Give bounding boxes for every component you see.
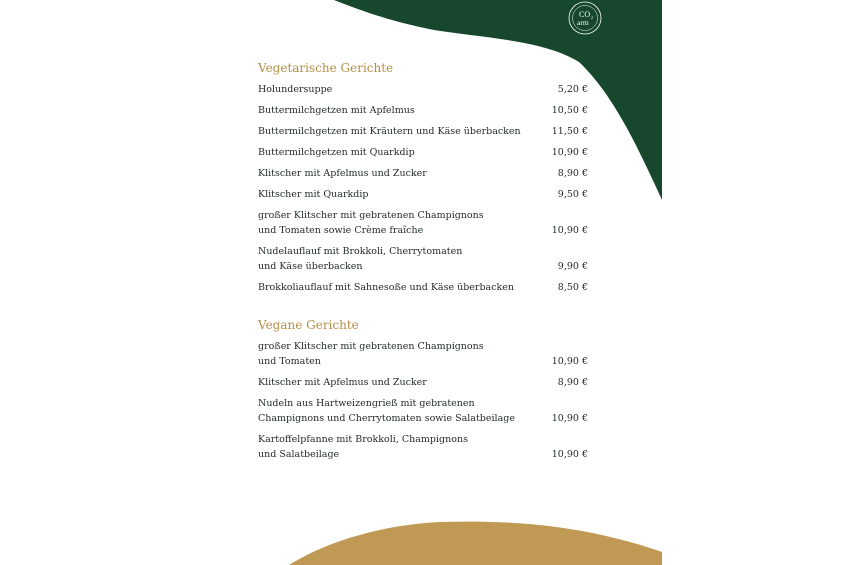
menu-item (258, 208, 588, 238)
menu-item (258, 280, 588, 295)
dish-name: Buttermilchgetzen mit Apfelmus (258, 105, 415, 116)
dish-name: Kartoffelpfanne mit Brokkoli, Champignons und Salatbeilage (258, 434, 468, 460)
menu-item (258, 103, 588, 118)
dish-price: 10,90 € (551, 225, 588, 236)
dish-name: Buttermilchgetzen mit Quarkdip (258, 147, 415, 158)
menu-item (258, 124, 588, 139)
dish-price: 8,90 € (557, 377, 588, 388)
menu-content (258, 60, 588, 468)
menu-page (184, 0, 662, 565)
menu-item (258, 375, 588, 390)
gold-wave-shape (289, 522, 662, 565)
dish-name: Klitscher mit Quarkdip (258, 189, 369, 200)
dish-price: 5,20 € (557, 84, 588, 95)
dish-price: 11,50 € (551, 126, 588, 137)
menu-item (258, 396, 588, 426)
dish-name: Nudeln aus Hartweizengrieß mit gebratenen Champignons und Cherrytomaten sowie Salatbeilage (258, 398, 515, 424)
menu-item (258, 145, 588, 160)
dish-price: 9,50 € (557, 189, 588, 200)
logo-text-sub: 2 (591, 15, 593, 20)
logo-text-co: CO (579, 10, 591, 19)
dish-price: 10,90 € (551, 413, 588, 424)
section-vegan (258, 317, 588, 462)
dish-price: 9,90 € (557, 261, 588, 272)
logo-text-arm: arm (577, 18, 589, 27)
dish-name: Brokkoliauflauf mit Sahnesoße und Käse überbacken (258, 282, 515, 293)
menu-item (258, 244, 588, 274)
dish-name: Nudelauflauf mit Brokkoli, Cherrytomaten und Käse überbacken (258, 246, 463, 272)
menu-item (258, 339, 588, 369)
section-spacer (258, 301, 588, 317)
dish-price: 10,90 € (551, 449, 588, 460)
dish-price: 8,50 € (557, 282, 588, 293)
dish-name: Klitscher mit Apfelmus und Zucker (258, 168, 427, 179)
dish-price: 10,90 € (551, 147, 588, 158)
menu-item (258, 187, 588, 202)
dish-name: Holundersuppe (258, 84, 333, 95)
section-title: Vegetarische Gerichte (258, 61, 394, 75)
dish-name: großer Klitscher mit gebratenen Champignons und Tomaten (258, 341, 484, 367)
dish-name: großer Klitscher mit gebratenen Champignons und Tomaten sowie Crème fraîche (258, 210, 484, 236)
dish-name: Buttermilchgetzen mit Kräutern und Käse überbacken (258, 126, 521, 137)
section-vegetarian (258, 60, 588, 295)
menu-item (258, 166, 588, 181)
dish-price: 8,90 € (557, 168, 588, 179)
section-title: Vegane Gerichte (258, 318, 359, 332)
co2-arm-logo (562, 0, 608, 36)
dish-price: 10,90 € (551, 356, 588, 367)
dish-name: Klitscher mit Apfelmus und Zucker (258, 377, 427, 388)
dish-price: 10,50 € (551, 105, 588, 116)
menu-item (258, 82, 588, 97)
menu-item (258, 432, 588, 462)
